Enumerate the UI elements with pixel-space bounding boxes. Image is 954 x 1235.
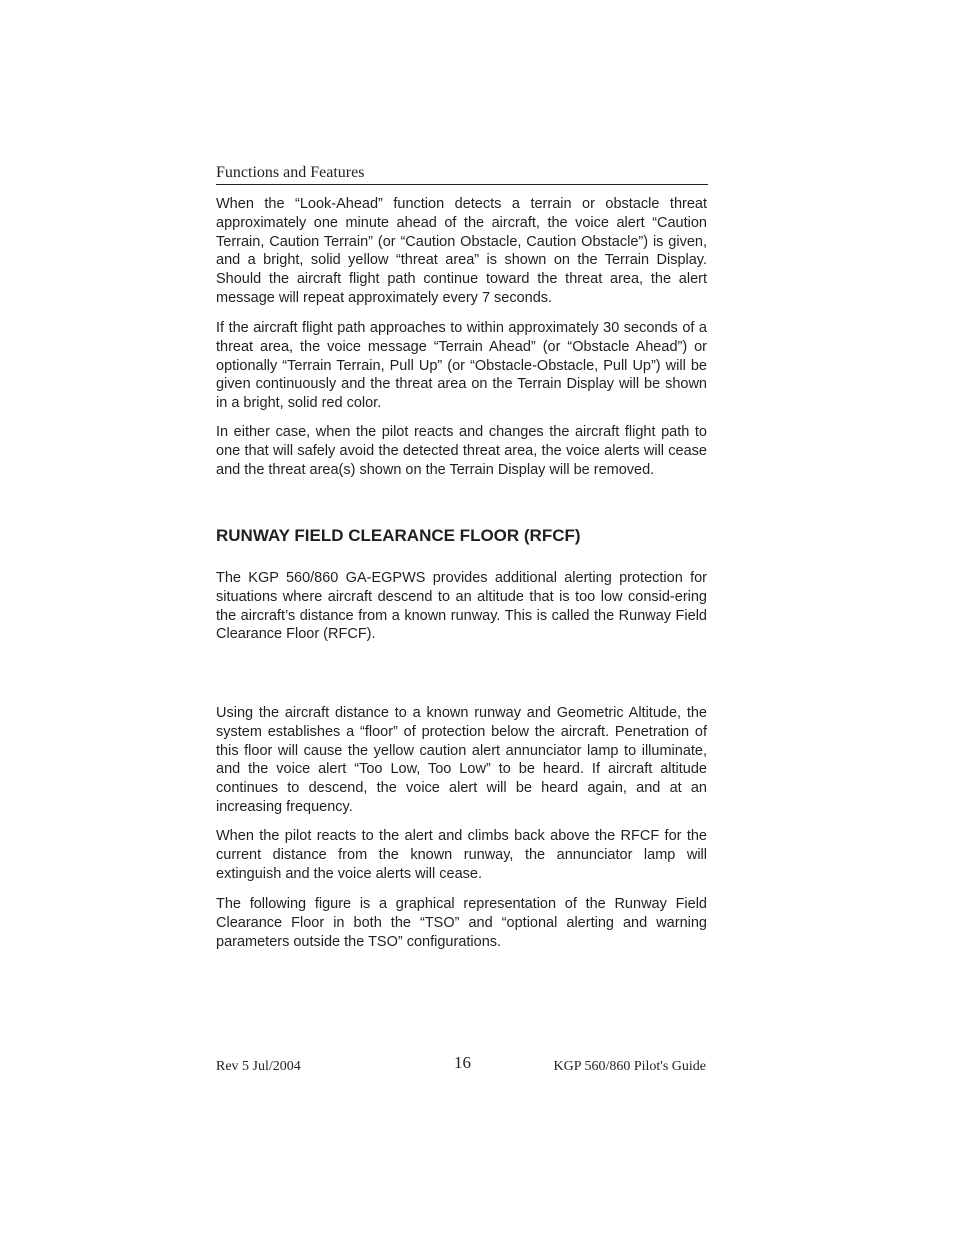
paragraph-rfcf-figure-ref: The following figure is a graphical representation of the Runway Field Clearance Floor in both the “TSO” and “optional alerting and warning parameters outside the TSO” configurations. <box>216 896 707 950</box>
running-header <box>216 162 708 185</box>
paragraph-rfcf-recovery: When the pilot reacts to the alert and climbs back above the RFCF for the current distance from the known runway, the annunciator lamp will extinguish and the voice alerts will cease. <box>216 828 707 882</box>
footer-revision: Rev 5 Jul/2004 <box>216 1059 301 1074</box>
section-heading: RUNWAY FIELD CLEARANCE FLOOR (RFCF) <box>216 526 581 545</box>
paragraph-look-ahead: When the “Look-Ahead” function detects a terrain or obstacle threat approximately one minute ahead of the aircraft, the voice alert “Caution Terrain, Caution Terrain” (or “Caution Obstacle, Caution Obstacle”) is given, and a bright, solid yellow “threat area” is shown on the Terrain Display. Should the aircraft flight path continue toward the threat area, the alert message will repeat approximately every 7 seconds. <box>216 196 707 306</box>
page-number: 16 <box>454 1053 471 1072</box>
footer-guide-title: KGP 560/860 Pilot's Guide <box>553 1059 706 1074</box>
paragraph-pilot-reaction: In either case, when the pilot reacts and changes the aircraft flight path to one that will safely avoid the detected threat area, the voice alerts will cease and the threat area(s) shown on the Terrain Display will be removed. <box>216 424 707 478</box>
paragraph-rfcf-intro: The KGP 560/860 GA-EGPWS provides additional alerting protection for situations where aircraft descend to an altitude that is too low consid-ering the aircraft’s distance from a known runway. This is called the Runway Field Clearance Floor (RFCF). <box>216 570 707 643</box>
section-title: Functions and Features <box>216 164 365 181</box>
paragraph-rfcf-floor: Using the aircraft distance to a known runway and Geometric Altitude, the system establishes a “floor” of protection below the aircraft. Penetration of this floor will cause the yellow caution alert annunciator lamp to illuminate, and the voice alert “Too Low, Too Low” to be heard. If aircraft altitude continues to descend, the voice alert will be heard again, and at an increasing frequency. <box>216 705 707 815</box>
paragraph-threat-proximity: If the aircraft flight path approaches to within approximately 30 seconds of a threat area, the voice message “Terrain Ahead” (or “Obstacle Ahead”) or optionally “Terrain Terrain, Pull Up” (or “Obstacle-Obstacle, Pull Up”) will be given continuously and the threat area on the Terrain Display will be shown in a bright, solid red color. <box>216 320 707 412</box>
